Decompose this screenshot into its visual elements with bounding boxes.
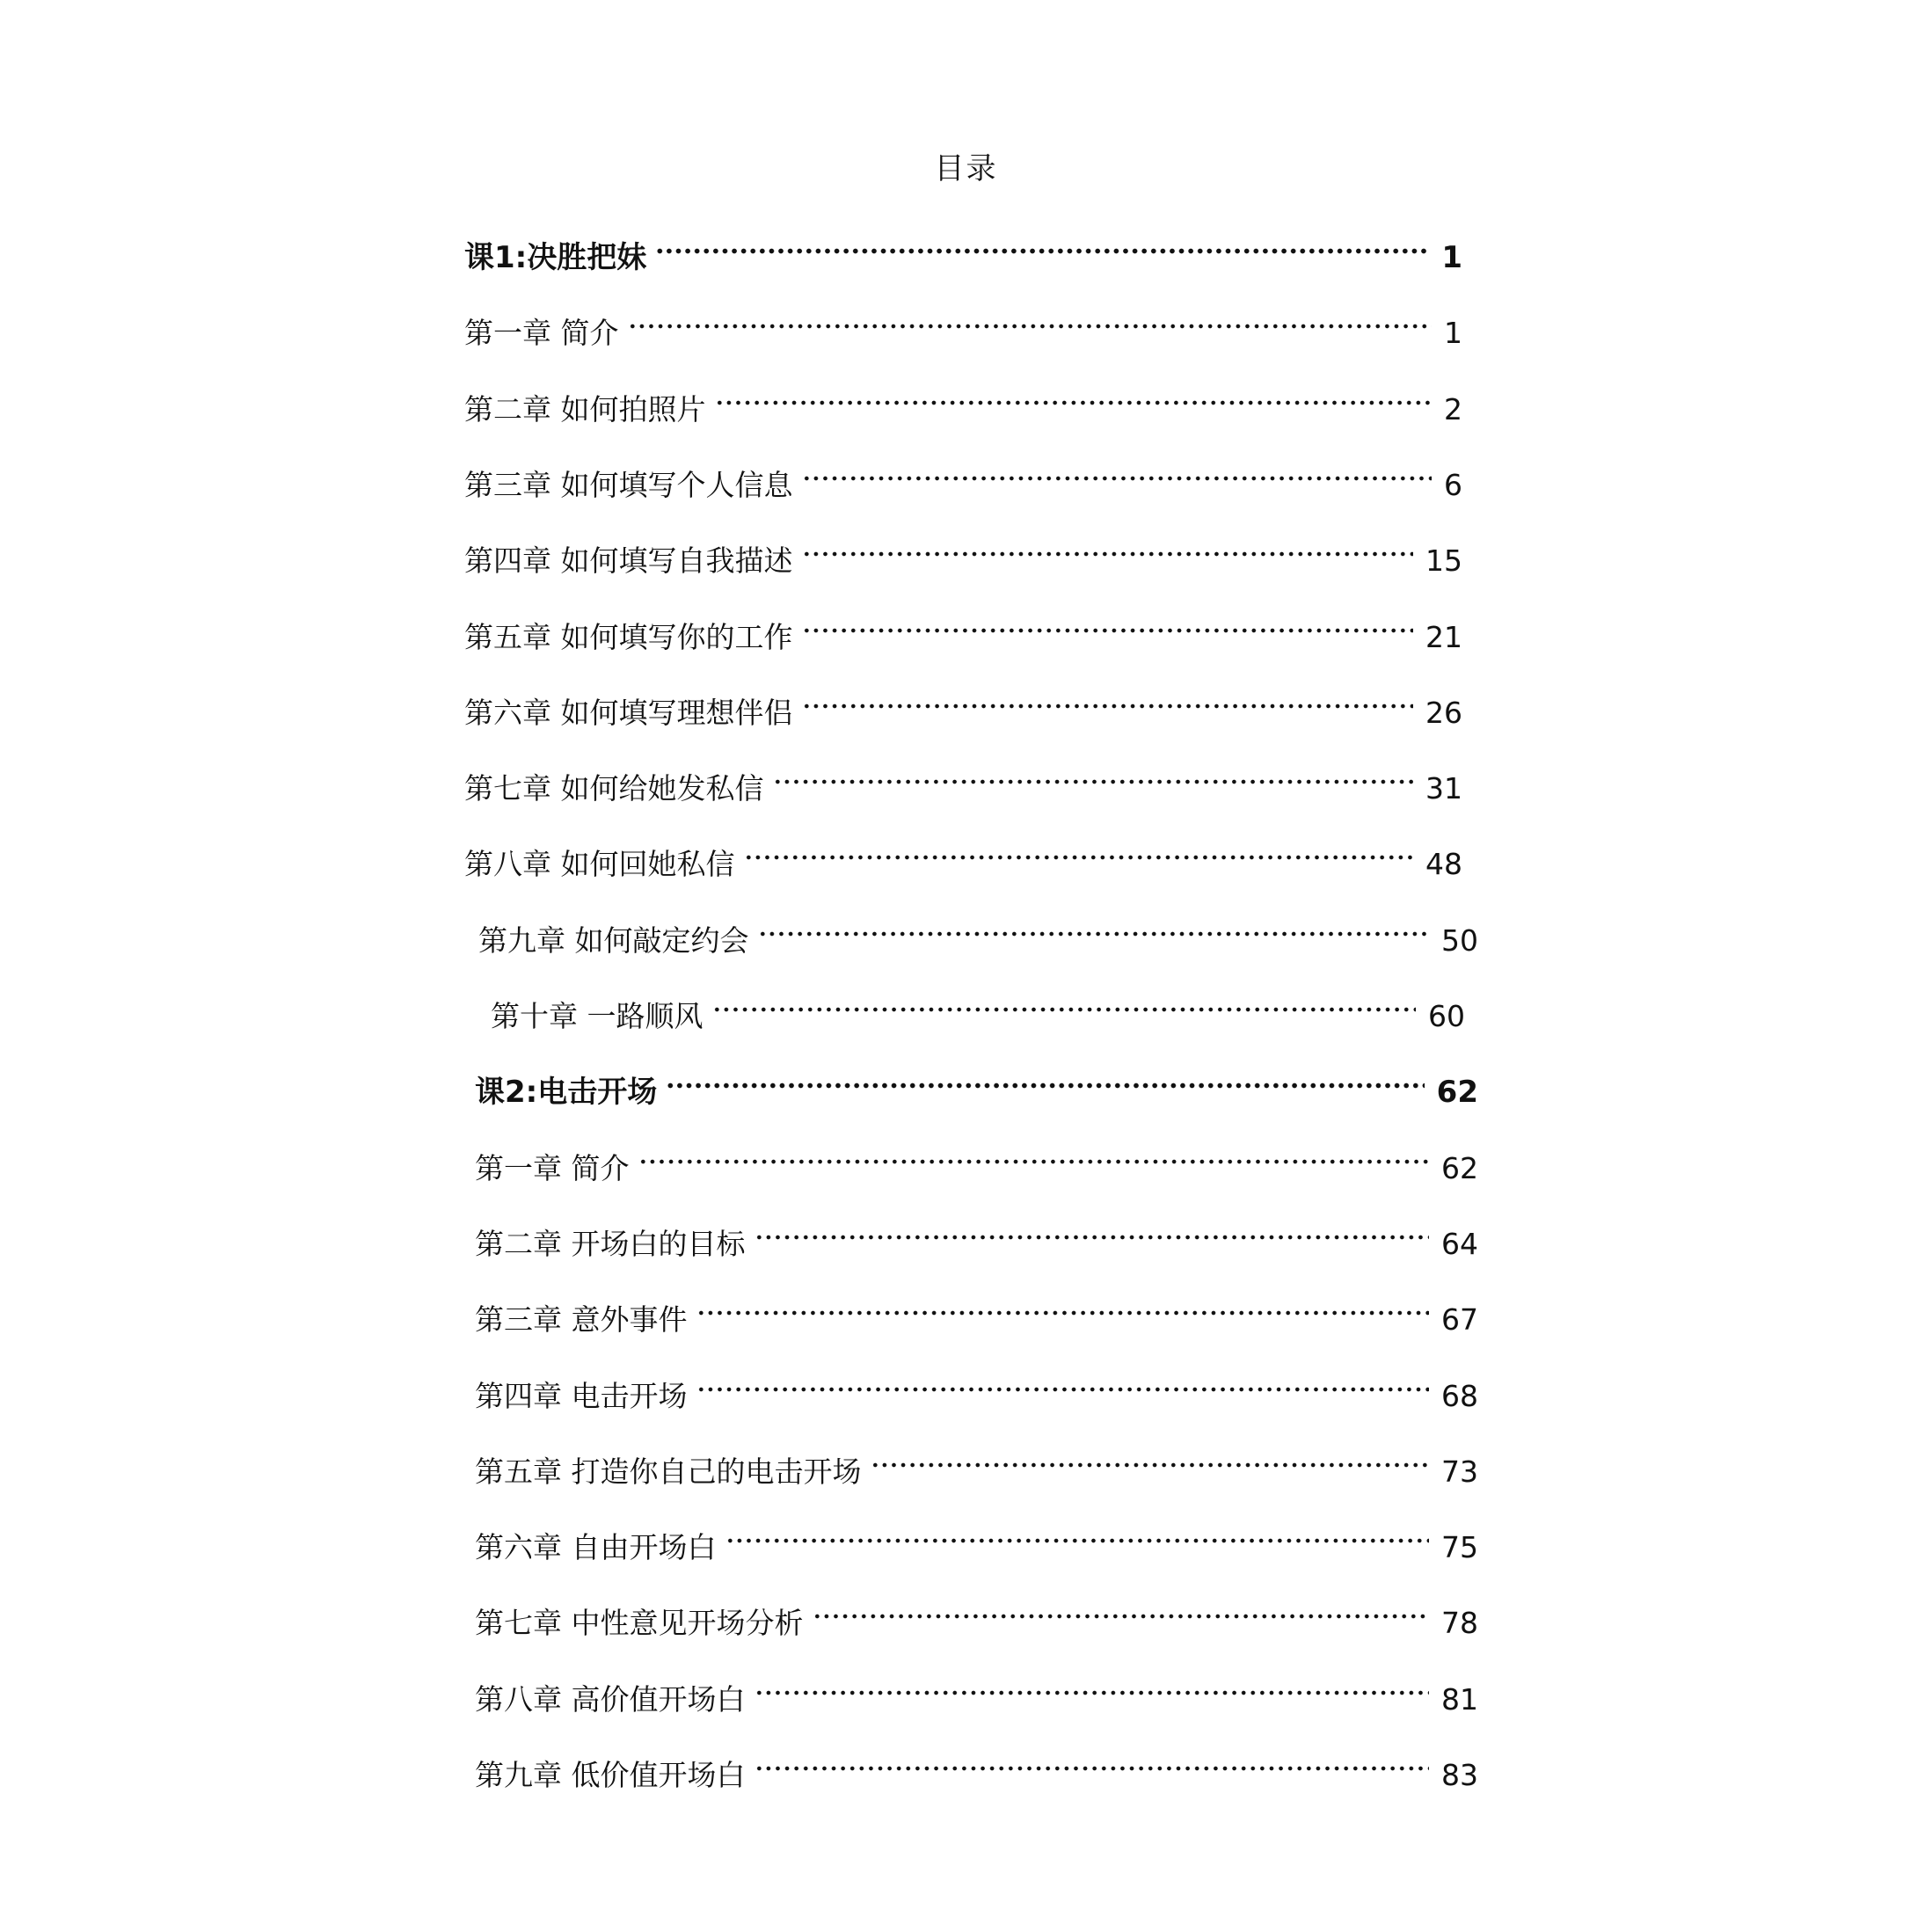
toc-entry-label: 第六章 自由开场白 [475,1530,717,1564]
toc-chapter-entry[interactable] [475,1662,1478,1717]
toc-chapter-entry[interactable] [464,600,1462,654]
dot-leader [744,827,1414,874]
toc-entry-label: 第七章 中性意见开场分析 [475,1606,804,1640]
toc-chapter-entry[interactable] [475,1131,1478,1185]
toc-page-number: 68 [1441,1379,1478,1413]
dot-leader [755,1738,1430,1785]
dot-leader [666,1054,1424,1102]
toc-entry-label: 第五章 打造你自己的电击开场 [475,1454,862,1489]
toc-title: 目录 [934,151,998,186]
toc-entry-label: 课2:电击开场 [475,1075,658,1110]
toc-chapter-entry[interactable] [464,751,1462,806]
toc-entry-label: 第四章 如何填写自我描述 [464,543,793,578]
dot-leader [813,1586,1430,1633]
toc-page-number: 83 [1441,1758,1478,1792]
toc-chapter-entry[interactable] [475,1738,1478,1792]
dot-leader [802,600,1414,647]
toc-page-number: 75 [1441,1530,1478,1564]
toc-page-number: 2 [1444,392,1462,426]
toc-entry-label: 第三章 意外事件 [475,1302,688,1337]
toc-page-number: 50 [1441,923,1478,958]
toc-page-number: 31 [1425,771,1462,806]
toc-page-number: 73 [1441,1454,1478,1489]
dot-leader [712,979,1417,1026]
toc-entry-label: 第五章 如何填写你的工作 [464,620,793,654]
dot-leader [696,1282,1430,1330]
toc-page-number: 1 [1444,316,1462,350]
toc-page-number: 21 [1425,620,1462,654]
toc-page-number: 26 [1425,696,1462,730]
toc-entry-label: 第二章 开场白的目标 [475,1227,746,1261]
toc-entry-label: 第七章 如何给她发私信 [464,771,764,806]
toc-entry-label: 第一章 简介 [464,316,619,350]
toc-page-number: 60 [1428,999,1465,1033]
dot-leader [715,372,1433,419]
toc-chapter-entry[interactable] [464,448,1462,502]
dot-leader [871,1434,1430,1482]
dot-leader [802,448,1433,495]
dot-leader [755,1662,1430,1710]
toc-entry-label: 第八章 高价值开场白 [475,1682,746,1717]
toc-entry-label: 第三章 如何填写个人信息 [464,468,793,502]
toc-page-number: 15 [1425,543,1462,578]
toc-page-number: 81 [1441,1682,1478,1717]
toc-page-number: 78 [1441,1606,1478,1640]
toc-page-number: 1 [1441,240,1462,275]
toc-chapter-entry[interactable] [475,1207,1478,1261]
toc-chapter-entry[interactable] [464,827,1462,881]
toc-entry-label: 第六章 如何填写理想伴侣 [464,696,793,730]
toc-entry-label: 第八章 如何回她私信 [464,847,735,881]
toc-chapter-entry[interactable] [475,1282,1478,1337]
toc-chapter-entry[interactable] [491,979,1465,1033]
toc-page-number: 62 [1436,1075,1478,1110]
toc-entry-label: 第十章 一路顺风 [491,999,704,1033]
dot-leader [638,1131,1430,1178]
toc-entry-label: 课1:决胜把妹 [464,240,647,275]
toc-page-number: 64 [1441,1227,1478,1261]
dot-leader [628,295,1433,343]
dot-leader [725,1510,1430,1557]
toc-chapter-entry[interactable] [464,523,1462,578]
dot-leader [696,1359,1430,1406]
toc-course-heading[interactable] [475,1054,1478,1110]
dot-leader [802,523,1414,571]
toc-page-number: 6 [1444,468,1462,502]
dot-leader [655,220,1429,267]
toc-page-number: 62 [1441,1151,1478,1185]
toc-entry-label: 第一章 简介 [475,1151,630,1185]
toc-entry-label: 第二章 如何拍照片 [464,392,706,426]
toc-chapter-entry[interactable] [478,903,1478,958]
toc-chapter-entry[interactable] [475,1510,1478,1564]
dot-leader [758,903,1430,951]
toc-chapter-entry[interactable] [475,1434,1478,1489]
dot-leader [773,751,1414,798]
toc-chapter-entry[interactable] [464,372,1462,426]
toc-entry-label: 第四章 电击开场 [475,1379,688,1413]
toc-course-heading[interactable] [464,220,1462,275]
dot-leader [802,675,1414,723]
toc-page-number: 67 [1441,1302,1478,1337]
toc-page-number: 48 [1425,847,1462,881]
toc-chapter-entry[interactable] [475,1586,1478,1640]
toc-chapter-entry[interactable] [464,675,1462,730]
dot-leader [755,1207,1430,1254]
toc-chapter-entry[interactable] [475,1359,1478,1413]
toc-chapter-entry[interactable] [464,295,1462,350]
toc-entry-label: 第九章 低价值开场白 [475,1758,746,1792]
toc-entry-label: 第九章 如何敲定约会 [478,923,749,958]
